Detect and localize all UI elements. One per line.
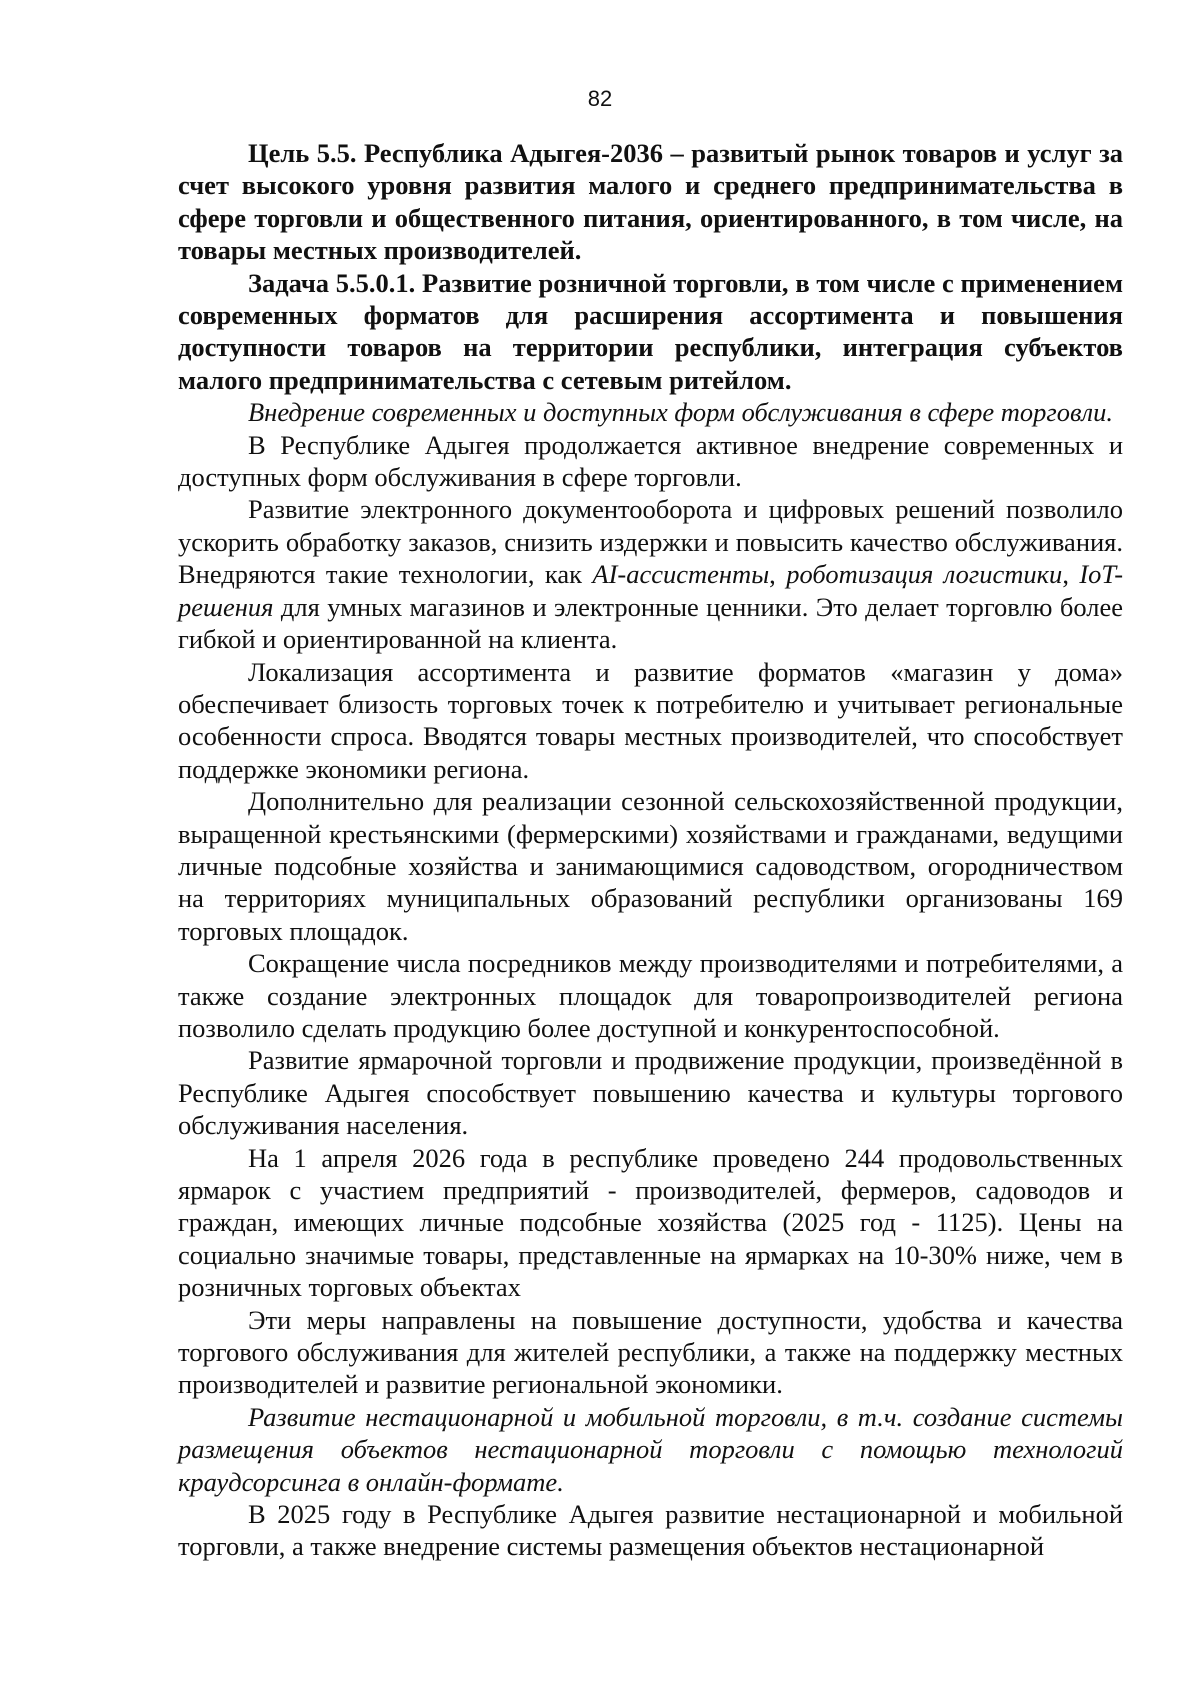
paragraph-fair-trade: Развитие ярмарочной торговли и продвижение продукции, произведённой в Республике Адыгея способствует повышению качества и культуры торгового обслуживания населения.: [178, 1045, 1123, 1141]
paragraph-measures: Эти меры направлены на повышение доступности, удобства и качества торгового обслуживания для жителей республики, а также на поддержку местных производителей и развитие региональной экономики.: [178, 1304, 1123, 1400]
section-heading-mobile-trade: Развитие нестационарной и мобильной торговли, в т.ч. создание системы размещения объектов нестационарной торговли с помощью технологий краудсорсинга в онлайн-формате.: [178, 1401, 1123, 1497]
task-heading: Задача 5.5.0.1. Развитие розничной торговли, в том числе с применением современных форматов для расширения ассортимента и повышения доступности товаров на территории республики, интеграция субъектов малого предпринимательства с сетевым ритейлом.: [178, 267, 1123, 395]
paragraph-modern-service: В Республике Адыгея продолжается активное внедрение современных и доступных форм обслуживания в сфере торговли.: [178, 429, 1123, 493]
page-number: 82: [587, 86, 613, 111]
paragraph-fairs-statistics: На 1 апреля 2026 года в республике проведено 244 продовольственных ярмарок с участием предприятий - производителей, фермеров, садоводов и граждан, имеющих личные подсобные хозяйства (2025 год - 1125). Цены на социально значимые товары, представленные на ярмарках на 10-30% ниже, чем в розничных торговых объектах: [178, 1142, 1123, 1303]
paragraph-digital-solutions: [178, 493, 1123, 655]
italic-term-ai: AI-ассистенты: [592, 559, 770, 590]
text-fragment: ,: [1062, 559, 1080, 590]
paragraph-mobile-trade-2025: В 2025 году в Республике Адыгея развитие нестационарной и мобильной торговли, а также внедрение системы размещения объектов нестационарной: [178, 1499, 1123, 1562]
paragraph-seasonal-products: Дополнительно для реализации сезонной сельскохозяйственной продукции, выращенной крестьянскими (фермерскими) хозяйствами и гражданами, ведущими личные подсобные хозяйства и занимающимися садоводством, огородничеством на территориях муниципальных образований республики организованы 169 торговых площадок.: [178, 786, 1123, 946]
italic-term-robotics: роботизация логистики: [786, 559, 1063, 590]
document-body: [178, 137, 1123, 1563]
paragraph-intermediaries: Сокращение числа посредников между производителями и потребителями, а также создание электронных площадок для товаропроизводителей региона позволило сделать продукцию более доступной и конкурентоспособной.: [178, 948, 1123, 1043]
text-fragment: ,: [769, 559, 787, 590]
text-fragment: Развитие электронного документооборота и цифровых решений позволило ускорить обработку заказов, снизить издержки и повысить качество обслуживания. Внедряются такие технологии, как: [178, 494, 1123, 590]
text-fragment: для умных магазинов и электронные ценники. Это делает торговлю более гибкой и ориентированной на клиента.: [178, 591, 1123, 655]
section-heading-modern-service: Внедрение современных и доступных форм обслуживания в сфере торговли.: [248, 397, 1113, 428]
paragraph-localization: Локализация ассортимента и развитие форматов «магазин у дома» обеспечивает близость торговых точек к потребителю и учитывает региональные особенности спроса. Вводятся товары местных производителей, что способствует поддержке экономики региона.: [178, 656, 1123, 784]
goal-heading: Цель 5.5. Республика Адыгея-2036 – развитый рынок товаров и услуг за счет высокого уровня развития малого и среднего предпринимательства в сфере торговли и общественного питания, ориентированного, в том числе, на товары местных производителей.: [178, 138, 1123, 266]
italic-term-iot: IoT-решения: [178, 559, 1124, 622]
